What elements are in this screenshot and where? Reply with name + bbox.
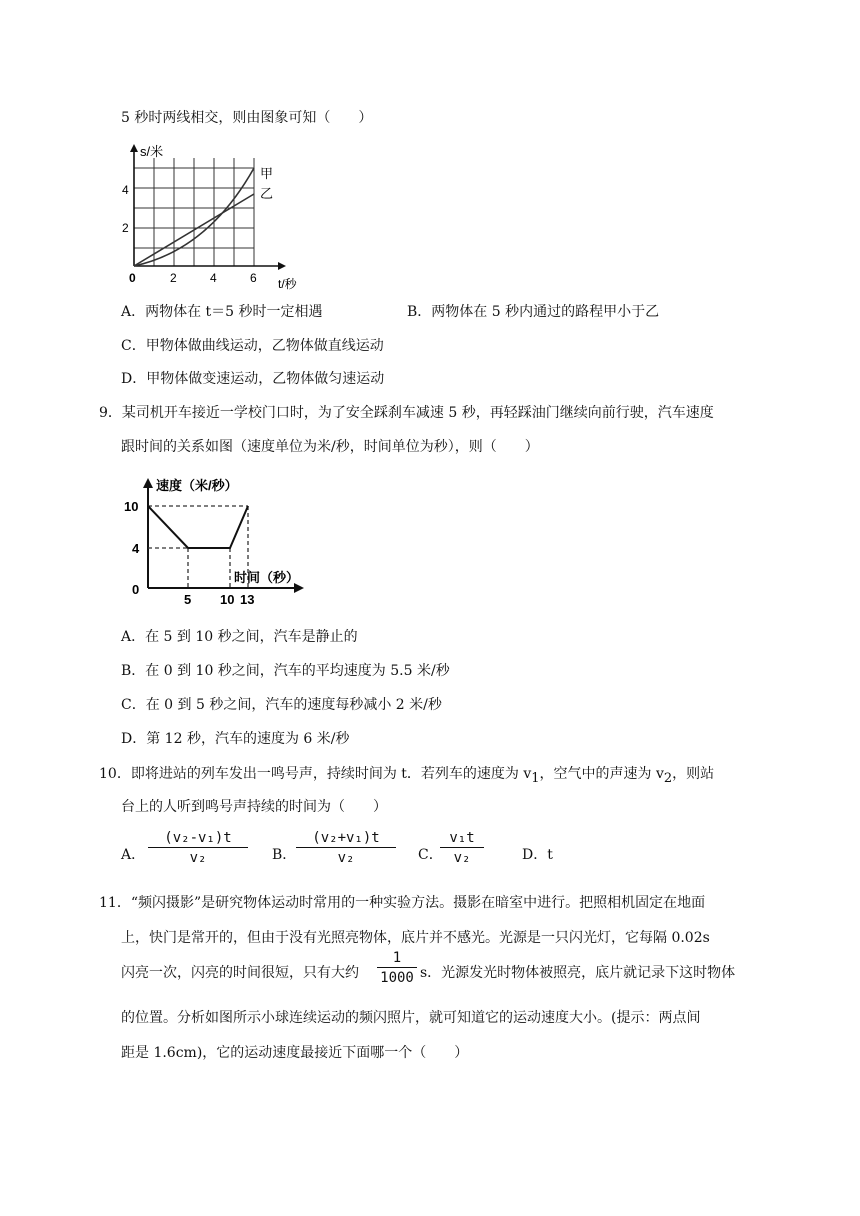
q10-option-b-label: B． (272, 847, 297, 863)
q10-option-b-fraction: $\frac{\text{(v₂+v₁)t}}{\text{v₂}}$ (296, 830, 396, 866)
q8-x-axis-label: t/秒 (278, 277, 297, 290)
q9-speed-line (148, 506, 248, 548)
q10-option-a-fraction: $\frac{\text{(v₂-v₁)t}}{\text{v₂}}$ (148, 830, 248, 866)
q9-option-c: C．在 0 到 5 秒之间，汽车的速度每秒减小 2 米/秒 (121, 697, 442, 713)
q8-y-tick: 2 (122, 221, 129, 235)
q11-line5: 距是 1.6cm)，它的运动速度最接近下面哪一个（ ） (121, 1045, 469, 1061)
q10-option-c-fraction: $\frac{\text{v₁t}}{\text{v₂}}$ (440, 830, 484, 866)
q8-option-c: C．甲物体做曲线运动，乙物体做直线运动 (121, 338, 384, 354)
q11-line3b: s．光源发光时物体被照亮，底片就记录下这时物体 (420, 965, 736, 981)
q9-y-tick: 10 (124, 499, 139, 514)
q9-option-d: D．第 12 秒，汽车的速度为 6 米/秒 (121, 731, 350, 747)
q9-x-axis-label: 时间（秒） (234, 570, 300, 585)
q10-option-d: D．t (522, 847, 553, 863)
q9-x-tick: 5 (184, 592, 192, 607)
q11-line3a: 闪亮一次，闪亮的时间很短，只有大约 (121, 965, 359, 981)
q9-graph (120, 472, 310, 607)
q9-option-a: A．在 5 到 10 秒之间，汽车是静止的 (121, 629, 358, 645)
q8-option-d: D．甲物体做变速运动，乙物体做匀速运动 (121, 371, 385, 387)
q9-option-b: B．在 0 到 10 秒之间，汽车的平均速度为 5.5 米/秒 (121, 663, 450, 679)
q8-series-label-jia: 甲 (260, 166, 274, 181)
q11-line4: 的位置。分析如图所示小球连续运动的频闪照片，就可知道它的运动速度大小。(提示：两点间 (121, 1010, 701, 1026)
q8-option-a: A．两物体在 t＝5 秒时一定相遇 (121, 304, 323, 320)
q9-x-tick: 13 (240, 592, 255, 607)
q8-x-tick: 4 (210, 271, 217, 285)
q11-fraction: $\frac{1}{1000}$ (377, 950, 417, 986)
q9-stem-line1: 9．某司机开车接近一学校门口时，为了安全踩刹车减速 5 秒，再轻踩油门继续向前行驶，汽车速度 (99, 405, 714, 421)
q11-line1: 11．“频闪摄影”是研究物体运动时常用的一种实验方法。摄影在暗室中进行。把照相机固定在地面 (99, 895, 706, 911)
q8-graph (118, 140, 318, 290)
q8-series-label-yi: 乙 (260, 186, 274, 201)
q9-stem-line2: 跟时间的关系如图（速度单位为米/秒，时间单位为秒），则（ ） (121, 439, 539, 455)
q8-stem-tail: 5 秒时两线相交，则由图象可知（ ） (121, 110, 373, 126)
q8-option-b: B．两物体在 5 秒内通过的路程甲小于乙 (407, 304, 660, 320)
q9-y-tick: 0 (132, 582, 140, 597)
q9-y-axis-label: 速度（米/秒） (156, 478, 238, 493)
q9-x-tick: 10 (220, 592, 235, 607)
q9-y-tick: 4 (132, 541, 140, 556)
q10-option-a-label: A． (121, 847, 146, 863)
q11-line2: 上，快门是常开的，但由于没有光照亮物体，底片并不感光。光源是一只闪光灯，它每隔 0.02s (121, 930, 710, 946)
q8-x-tick: 0 (129, 271, 136, 285)
q8-x-tick: 6 (250, 271, 257, 285)
q8-y-axis-label: s/米 (140, 144, 164, 159)
q10-stem-line2: 台上的人听到鸣号声持续的时间为（ ） (121, 799, 387, 815)
q8-x-tick: 2 (170, 271, 177, 285)
q8-y-tick: 4 (122, 183, 129, 197)
q10-option-c-label: C． (418, 847, 443, 863)
q10-stem-line1: 10．即将进站的列车发出一鸣号声，持续时间为 t．若列车的速度为 $v_1$，空气中的声速为 $v_2$，则站 (99, 766, 715, 786)
